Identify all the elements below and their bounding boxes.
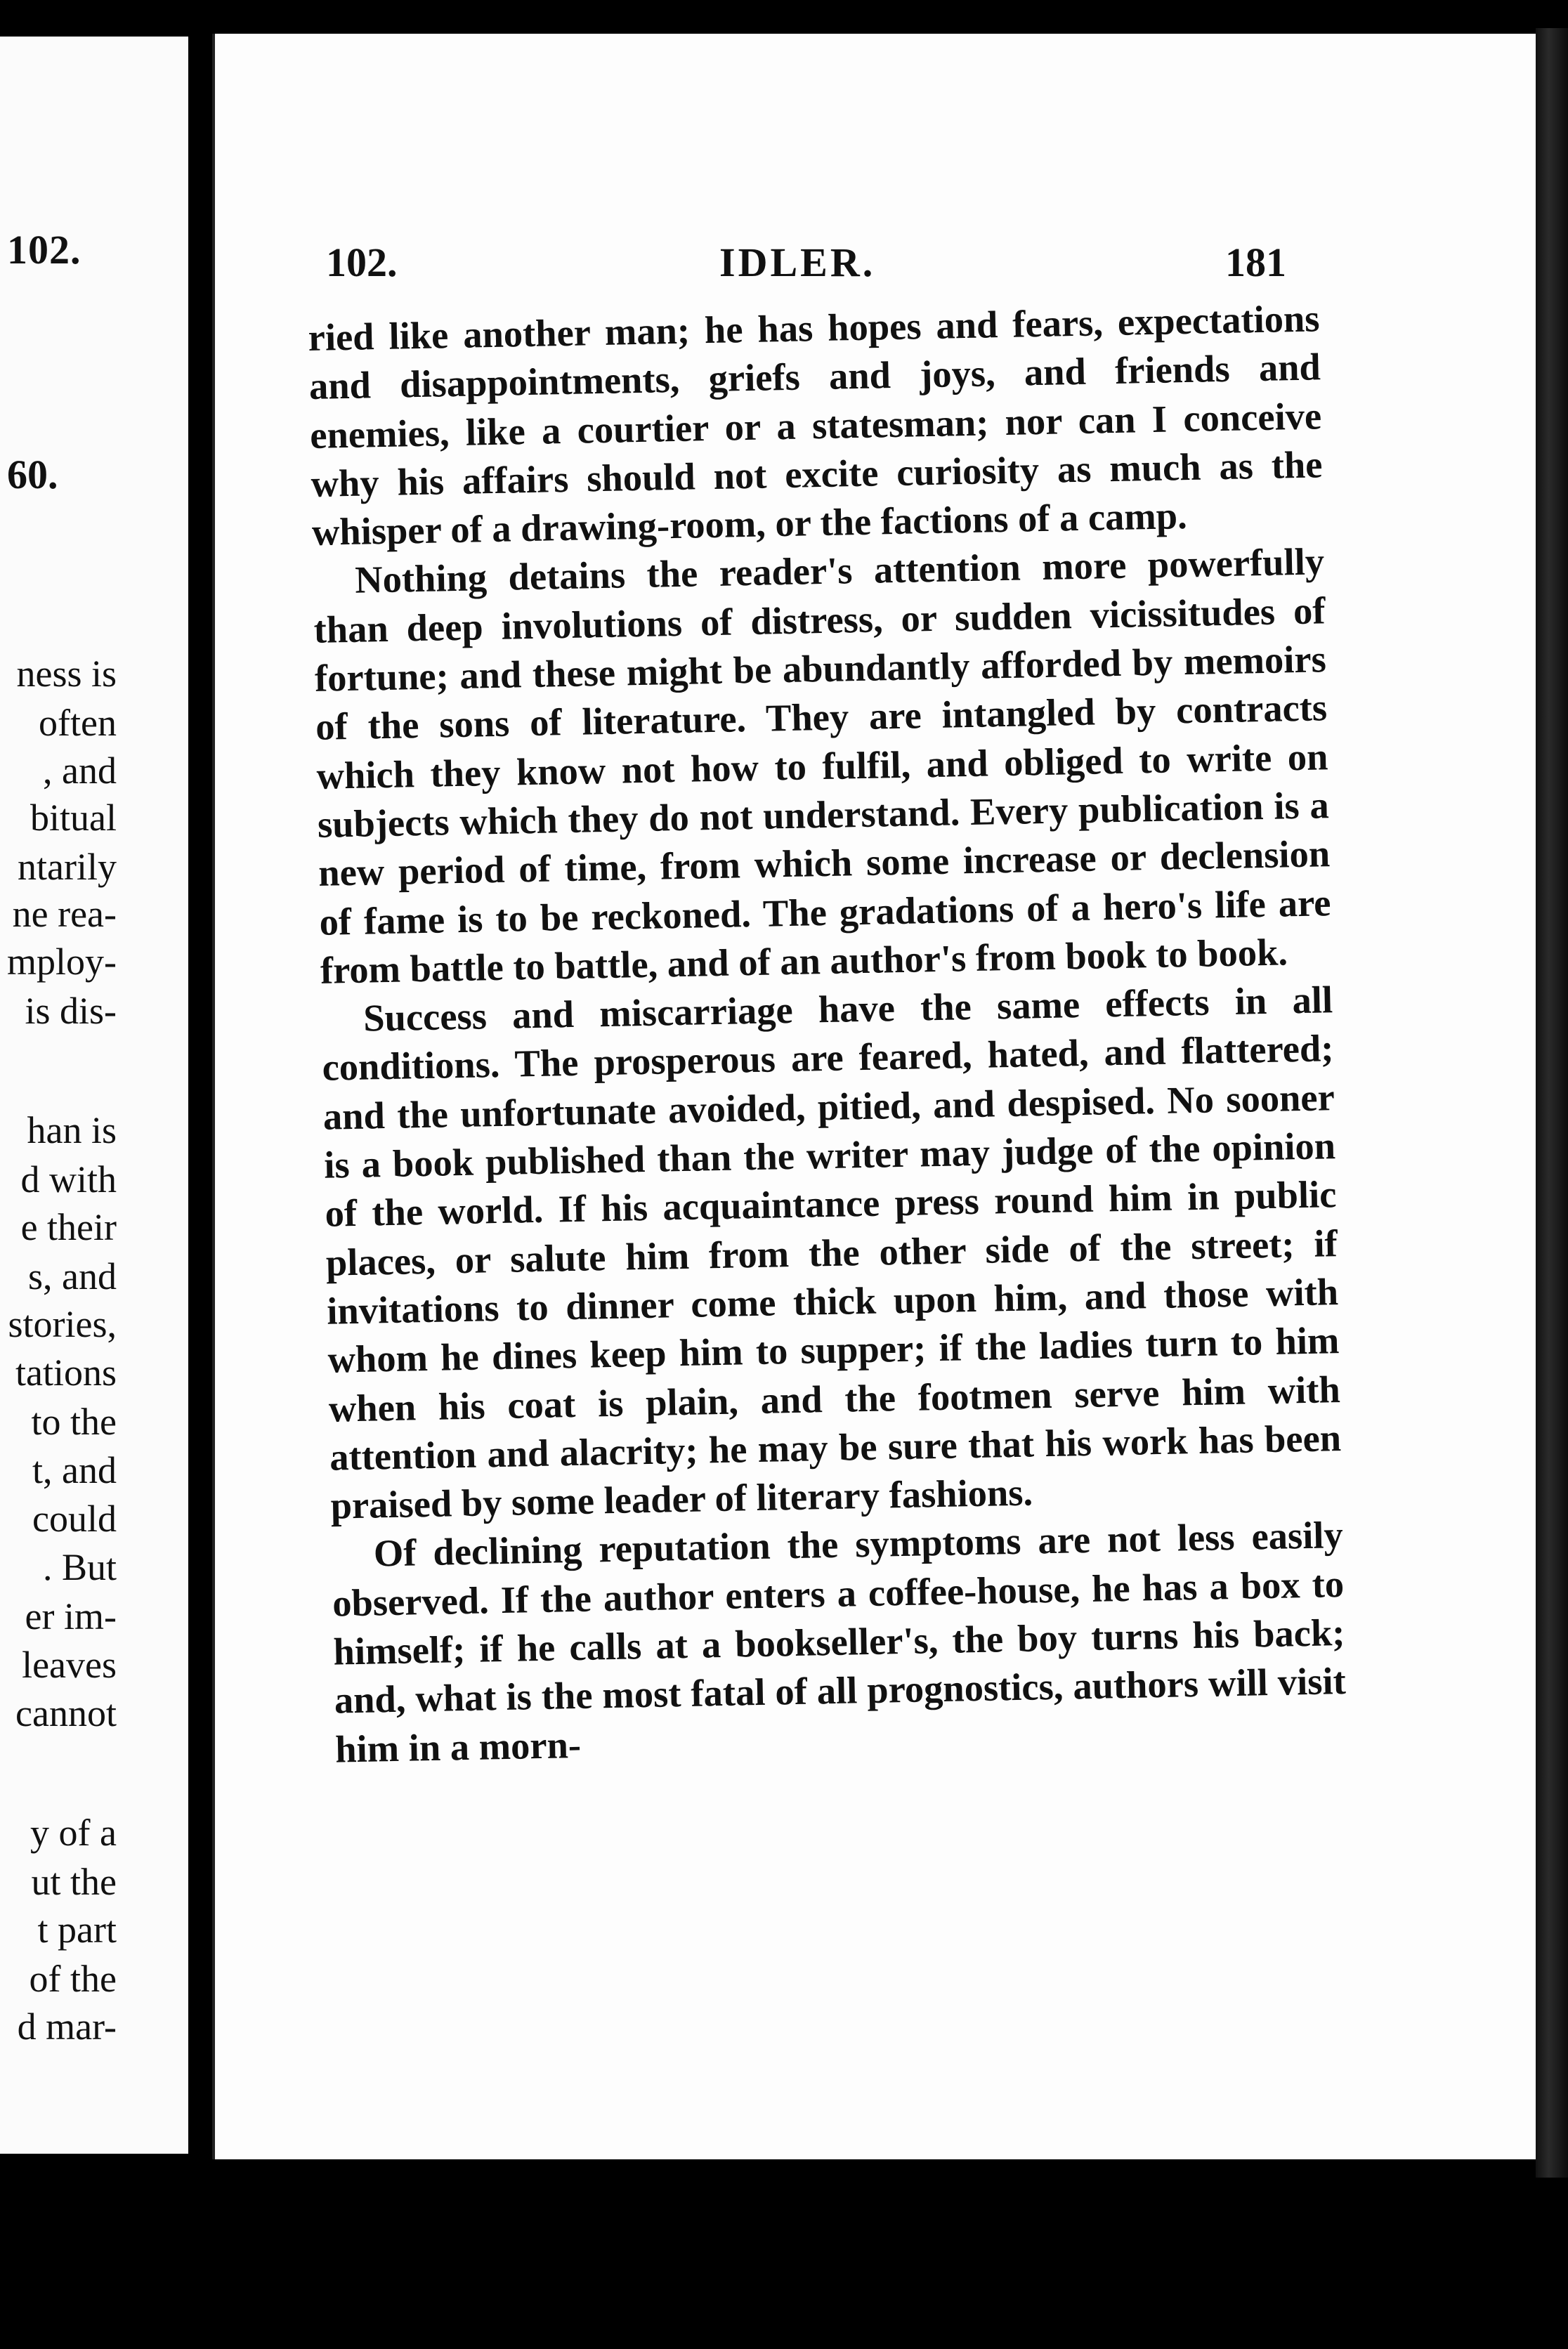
left-page-header: 102. bbox=[7, 227, 81, 273]
left-page-line-fragment: ntarily bbox=[18, 846, 117, 888]
paragraph-1: ried like another man; he has hopes and fears, expectations and disappointments, griefs and joys, and friends and enemies, like a courtier or a statesman; nor can I conceive why his affairs should not excite curiosity as much as the whisper of a drawing-room, or the factions of a camp. bbox=[308, 296, 1323, 554]
paragraph-3: Success and miscarriage have the same effects in all conditions. The prosperous are feared, hated, and flattered; and the unfortunate avoided, pitied, and despised. No sooner is a book published than the writer may judge of the opinion of the world. If his acquaintance press round him in public places, or salute him from the other side of the street; if invitations to dinner come thick upon him, and those with whom he dines keep him to supper; if the ladies turn to him when his coat is plain, and the footmen serve him with attention and alacrity; he may be sure that his work has been praised by some leader of literary fashions. bbox=[322, 978, 1342, 1527]
left-page-line-fragment: y of a bbox=[30, 1812, 117, 1854]
book-gutter bbox=[188, 0, 212, 2349]
left-page-line-fragment: d with bbox=[20, 1158, 117, 1200]
left-page-line-fragment: often bbox=[39, 702, 117, 744]
left-page-line-fragment: could bbox=[32, 1498, 117, 1540]
left-page-line-fragment: bitual bbox=[30, 797, 117, 839]
left-page-line-fragment: leaves bbox=[22, 1644, 117, 1686]
page-number-right: 181 bbox=[1225, 240, 1286, 285]
left-page-line-fragment: han is bbox=[27, 1109, 117, 1151]
left-page-line-fragment: er im- bbox=[25, 1595, 117, 1637]
left-page-line-fragment: , and bbox=[43, 750, 117, 792]
left-page-line-fragment: is dis- bbox=[25, 990, 117, 1032]
left-page-line-fragment: tations bbox=[15, 1352, 117, 1394]
page-text-body bbox=[308, 294, 1347, 1773]
left-page-line-fragment: ne rea- bbox=[12, 893, 117, 935]
left-page-line-fragment: . But bbox=[42, 1546, 117, 1588]
left-page-line-fragment: e their bbox=[20, 1206, 117, 1248]
left-page-line-fragment: to the bbox=[31, 1401, 117, 1443]
left-page-line-fragment: stories, bbox=[8, 1303, 117, 1345]
running-head bbox=[215, 239, 1538, 295]
paragraph-4: Of declining reputation the symptoms are not less easily observed. If the author enters a coffee-house, he has a box to himself; if he calls at a bookseller's, the boy turns his back; and, what is the most fatal of all prognostics, authors will visit him in a morn- bbox=[332, 1513, 1347, 1771]
left-page-line-fragment: t, and bbox=[32, 1449, 117, 1491]
left-facing-page bbox=[0, 37, 188, 2154]
book-right-edge bbox=[1536, 28, 1568, 2178]
main-page bbox=[212, 34, 1538, 2159]
left-page-essay-number: 60. bbox=[7, 452, 58, 497]
left-page-line-fragment: t part bbox=[37, 1909, 117, 1951]
left-page-line-fragment: mploy- bbox=[7, 941, 117, 983]
paragraph-2: Nothing detains the reader's attention more powerfully than deep involutions of distress, or sudden vicissitudes of fortune; and these might be abundantly afforded by memoirs of the sons of literature. They are intangled by contracts which they know not how to fulfil, and obliged to write on subjects which they do not understand. Every publication is a new period of time, from which some increase or declension of fame is to be reckoned. The gradations of a hero's life are from battle to battle, and of an author's from book to book. bbox=[313, 539, 1331, 992]
left-page-line-fragment: d mar- bbox=[17, 2006, 117, 2048]
left-page-line-fragment: cannot bbox=[15, 1692, 117, 1734]
running-title: IDLER. bbox=[719, 240, 876, 285]
left-page-line-fragment: of the bbox=[29, 1958, 117, 2000]
left-page-line-fragment: ut the bbox=[31, 1861, 117, 1903]
left-page-line-fragment: s, and bbox=[28, 1255, 117, 1297]
page-number-left: 102. bbox=[326, 240, 398, 285]
left-page-line-fragment: ness is bbox=[16, 653, 117, 695]
